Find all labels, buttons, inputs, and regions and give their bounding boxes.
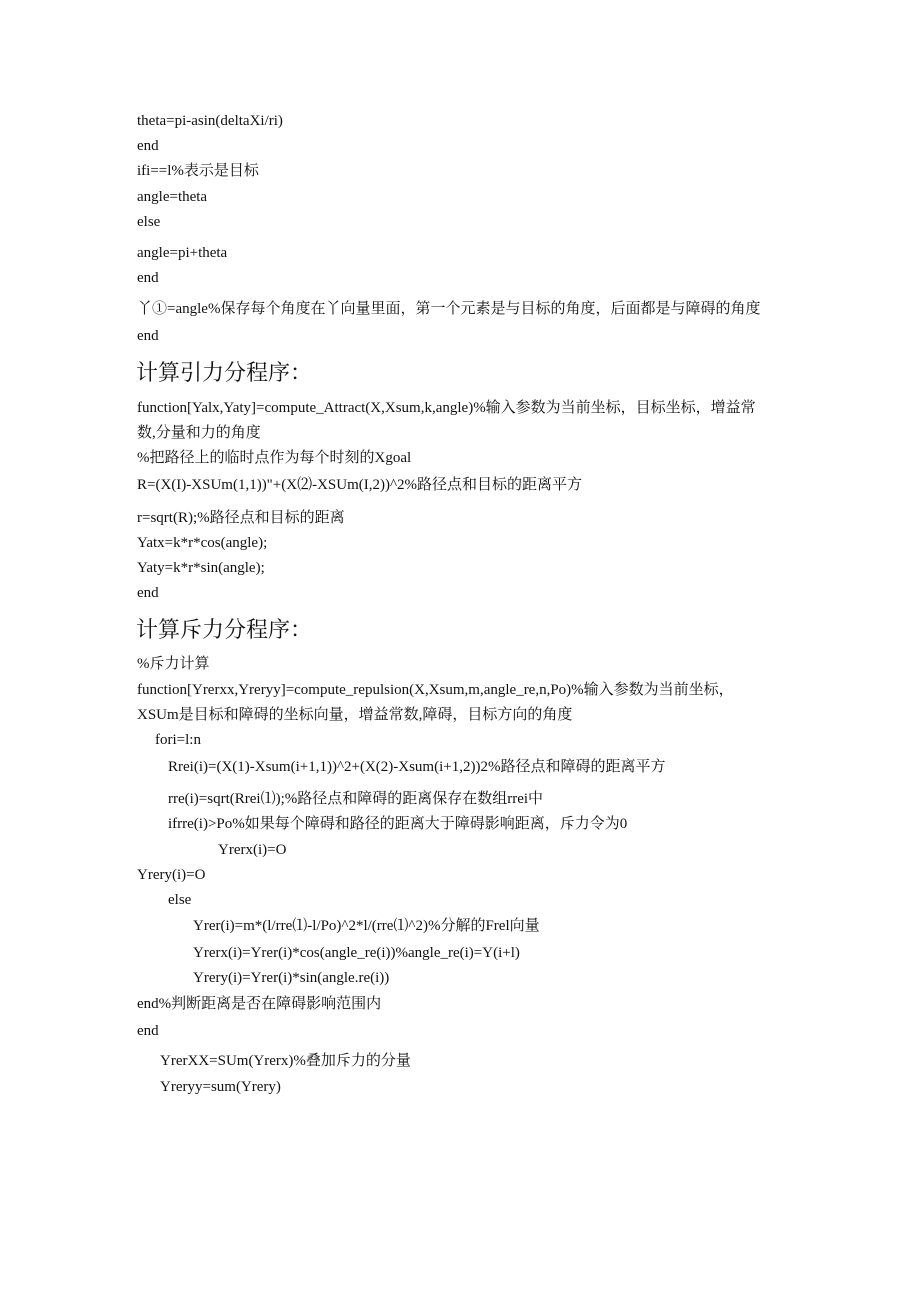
code-line: end (137, 138, 159, 154)
code-line: end%判断距离是否在障碍影响范围内 (137, 996, 382, 1012)
code-line: Yrerx(i)=Yrer(i)*cos(angle_re(i))%angle_re(i)=Y(i+l) (193, 945, 520, 961)
code-line: function[Yrerxx,Yreryy]=compute_repulsion(X,Xsum,m,angle_re,n,Po)%输入参数为当前坐标， (137, 682, 734, 698)
code-line: theta=pi-asin(deltaXi/ri) (137, 113, 283, 129)
code-line: end (137, 1023, 159, 1039)
code-line: %斥力计算 (137, 656, 210, 672)
code-line: Yrery(i)=Yrer(i)*sin(angle.re(i)) (193, 970, 390, 986)
code-line: 数,分量和力的角度 (137, 425, 261, 441)
code-line: rre(i)=sqrt(Rrei⑴);%路径点和障碍的距离保存在数组rrei中 (168, 791, 544, 807)
code-line: 丫①=angle%保存每个角度在丫向量里面，第一个元素是与目标的角度，后面都是与障碍的角度 (137, 301, 761, 317)
code-line: end (137, 585, 159, 601)
section-heading-attract: 计算引力分程序： (136, 360, 313, 385)
code-line: YrerXX=SUm(Yrerx)%叠加斥力的分量 (160, 1053, 411, 1069)
code-line: else (137, 214, 161, 230)
code-line: angle=theta (137, 189, 208, 205)
code-line: Yrer(i)=m*(l/rre⑴-l/Po)^2*l/(rre⑴^2)%分解的Frel向量 (193, 918, 540, 934)
code-line: end (137, 328, 159, 344)
code-line: end (137, 270, 159, 286)
code-line: R=(X(I)-XSUm(1,1))"+(X⑵-XSUm(I,2))^2%路径点和目标的距离平方 (137, 477, 583, 493)
code-line: fori=l:n (155, 732, 201, 748)
section-heading-repulsion: 计算斥力分程序： (136, 617, 313, 642)
code-line: else (168, 892, 192, 908)
code-line: Yrerx(i)=O (218, 842, 287, 858)
code-line: XSUm是目标和障碍的坐标向量，增益常数,障碍，目标方向的角度 (137, 707, 573, 723)
code-line: Yatx=k*r*cos(angle); (137, 535, 268, 551)
code-line: function[Yalx,Yaty]=compute_Attract(X,Xsum,k,angle)%输入参数为当前坐标，目标坐标，增益常 (137, 400, 756, 416)
code-line: angle=pi+theta (137, 245, 228, 261)
code-line: Yreryy=sum(Yrery) (160, 1079, 281, 1095)
code-line: Rrei(i)=(X(1)-Xsum(i+1,1))^2+(X(2)-Xsum(i+1,2))2%路径点和障碍的距离平方 (168, 759, 666, 775)
code-line: Yrery(i)=O (137, 867, 206, 883)
code-line: r=sqrt(R);%路径点和目标的距离 (137, 510, 345, 526)
code-line: ifi==l%表示是目标 (137, 163, 259, 179)
code-line: Yaty=k*r*sin(angle); (137, 560, 265, 576)
code-line: %把路径上的临时点作为每个时刻的Xgoal (137, 450, 412, 466)
code-line: ifrre(i)>Po%如果每个障碍和路径的距离大于障碍影响距离，斥力令为0 (168, 816, 628, 832)
